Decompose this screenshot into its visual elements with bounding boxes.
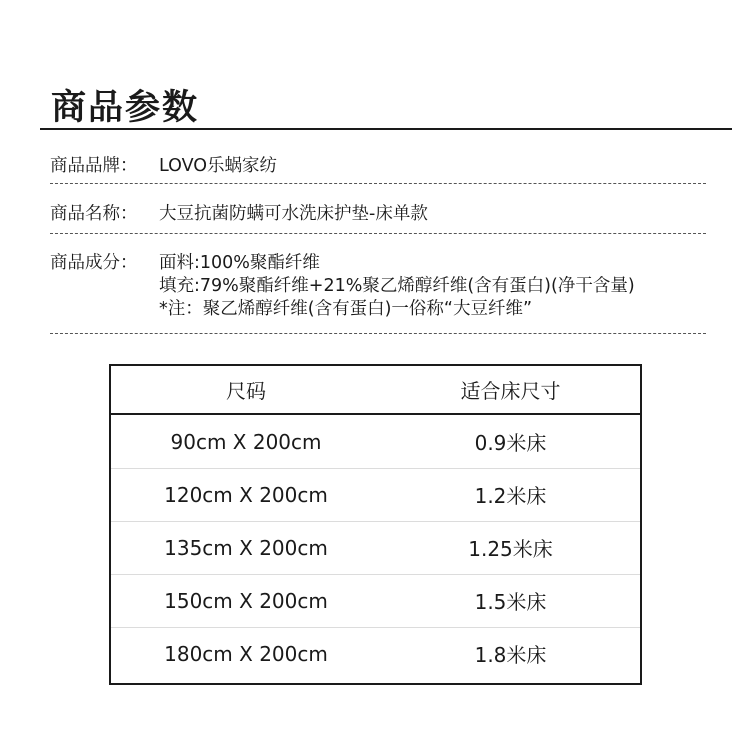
param-name-value: 大豆抗菌防螨可水洗床护垫-床单款 [159, 204, 428, 224]
row-size: 150cm X 200cm [164, 588, 328, 613]
row-bed: 1.25米床 [468, 537, 553, 561]
dashed-divider [50, 183, 706, 184]
row-size: 120cm X 200cm [164, 482, 328, 507]
row-bed: 0.9米床 [474, 431, 547, 455]
table-row [111, 627, 640, 680]
row-size: 90cm X 200cm [170, 429, 322, 454]
page-title: 商品参数 [51, 88, 200, 128]
composition-line-filling: 填充:79%聚酯纤维+21%聚乙烯醇纤维(含有蛋白)(净干含量) [159, 276, 635, 296]
header-size: 尺码 [226, 379, 266, 403]
table-row [111, 415, 640, 469]
title-divider [40, 128, 732, 130]
row-size: 135cm X 200cm [164, 535, 328, 560]
row-bed: 1.8米床 [474, 643, 547, 667]
table-row [111, 574, 640, 628]
dashed-divider [50, 333, 706, 334]
param-brand-value: LOVO乐蜗家纺 [159, 156, 278, 176]
composition-line-fabric: 面料:100%聚酯纤维 [159, 253, 320, 273]
composition-line-note: *注：聚乙烯醇纤维(含有蛋白)一俗称“大豆纤维” [159, 299, 533, 319]
header-bed-size: 适合床尺寸 [460, 379, 561, 403]
dashed-divider [50, 233, 706, 234]
param-brand [50, 155, 278, 178]
param-composition-lines [159, 252, 635, 321]
param-composition [50, 252, 635, 319]
size-table [109, 364, 642, 685]
table-header [111, 366, 640, 415]
row-size: 180cm X 200cm [164, 641, 328, 666]
row-bed: 1.5米床 [474, 590, 547, 614]
param-name [50, 203, 428, 226]
table-row [111, 521, 640, 575]
param-composition-label: 商品成分： [50, 253, 138, 273]
param-name-label: 商品名称： [50, 204, 138, 224]
table-row [111, 468, 640, 522]
row-bed: 1.2米床 [474, 484, 547, 508]
param-brand-label: 商品品牌： [50, 156, 138, 176]
